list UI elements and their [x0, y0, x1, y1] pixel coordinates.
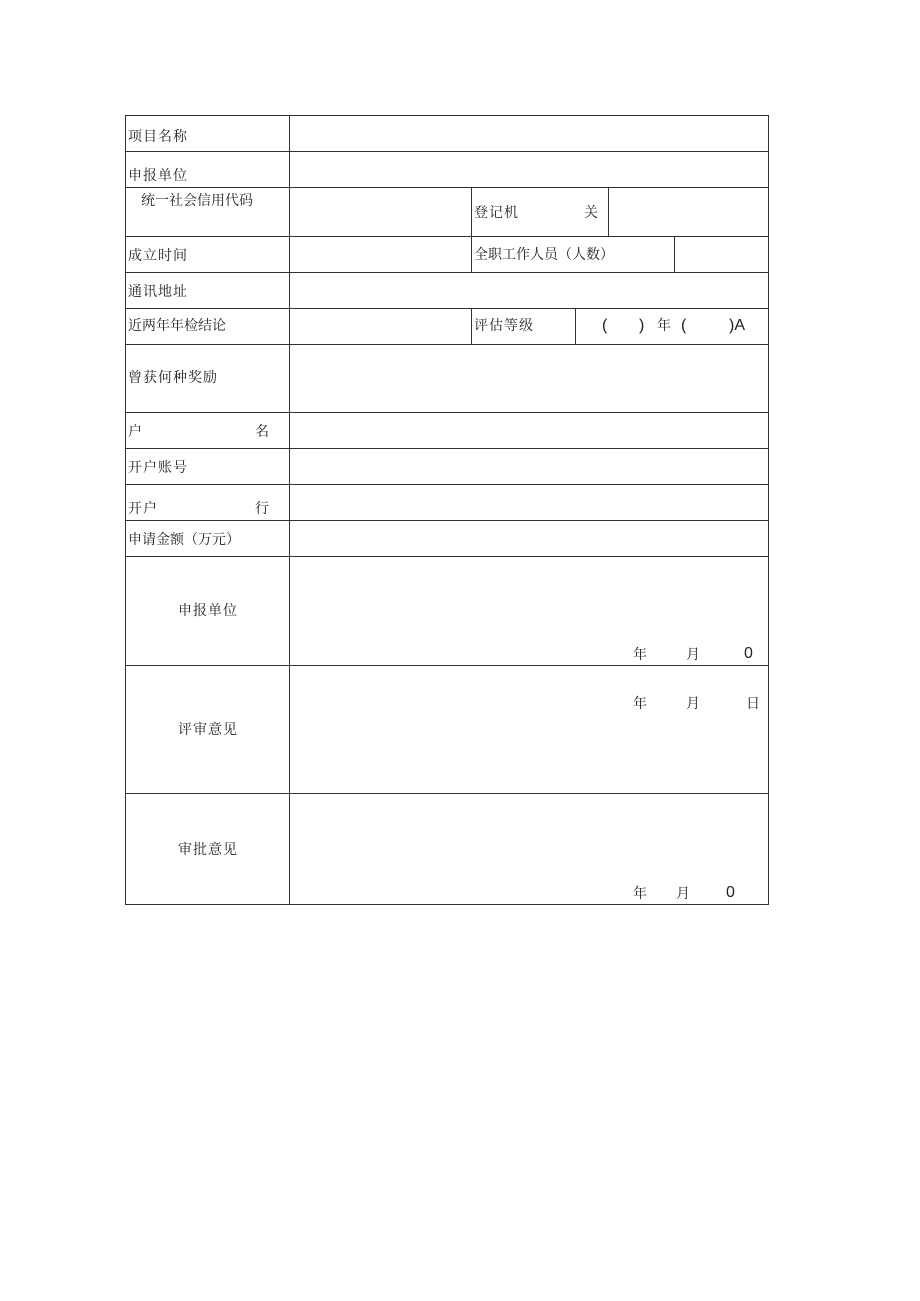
applicant-label: 申报单位	[128, 168, 188, 184]
project-name-field[interactable]	[289, 115, 769, 152]
review-date-month: 月	[686, 696, 701, 712]
evaluation-paren-close-2: )A	[729, 317, 745, 334]
review-date-year: 年	[633, 696, 648, 712]
credit-code-label: 统一社会信用代码	[141, 193, 253, 209]
review-opinion-label: 评审意见	[178, 722, 238, 738]
bank-label-part2: 行	[255, 501, 270, 517]
application-form	[125, 115, 769, 905]
address-field[interactable]	[289, 272, 769, 309]
approval-date-month: 月	[676, 886, 691, 902]
registration-field[interactable]	[608, 187, 769, 237]
founded-field[interactable]	[289, 236, 472, 273]
awards-label: 曾获何种奖励	[128, 370, 218, 386]
evaluation-paren-open-1: (	[602, 317, 608, 334]
review-date-day: 日	[746, 696, 761, 712]
applicant-field[interactable]	[289, 151, 769, 188]
applicant-date-day: 0	[744, 645, 753, 662]
approval-opinion-label: 审批意见	[178, 842, 238, 858]
staff-field[interactable]	[674, 236, 769, 273]
applicant-date-year: 年	[633, 647, 648, 663]
credit-code-field[interactable]	[289, 187, 472, 237]
staff-label: 全职工作人员（人数）	[474, 247, 614, 263]
account-name-field[interactable]	[289, 412, 769, 449]
bank-field[interactable]	[289, 484, 769, 521]
registration-label-part2: 关	[584, 205, 599, 221]
registration-label-part1: 登记机	[474, 205, 519, 221]
account-name-label-part1: 户	[128, 424, 143, 440]
account-number-label: 开户账号	[128, 460, 188, 476]
project-name-label: 项目名称	[128, 129, 188, 145]
founded-label: 成立时间	[128, 248, 188, 264]
evaluation-year: 年	[657, 318, 672, 334]
bank-label-part1: 开户	[128, 501, 158, 517]
approval-date-year: 年	[633, 886, 648, 902]
applicant-opinion-label: 申报单位	[178, 603, 238, 619]
review-opinion-field[interactable]	[289, 665, 769, 794]
amount-label: 申请金额（万元）	[128, 532, 240, 548]
approval-opinion-field[interactable]	[289, 793, 769, 905]
account-number-field[interactable]	[289, 448, 769, 485]
evaluation-paren-close-1: )	[639, 317, 645, 334]
inspection-field[interactable]	[289, 308, 472, 345]
inspection-label: 近两年年检结论	[128, 318, 226, 334]
applicant-date-month: 月	[686, 647, 701, 663]
evaluation-label: 评估等级	[474, 318, 534, 334]
address-label: 通讯地址	[128, 284, 188, 300]
approval-date-day: 0	[726, 884, 735, 901]
amount-field[interactable]	[289, 520, 769, 557]
awards-field[interactable]	[289, 344, 769, 413]
account-name-label-part2: 名	[255, 424, 270, 440]
evaluation-paren-open-2: (	[681, 317, 687, 334]
